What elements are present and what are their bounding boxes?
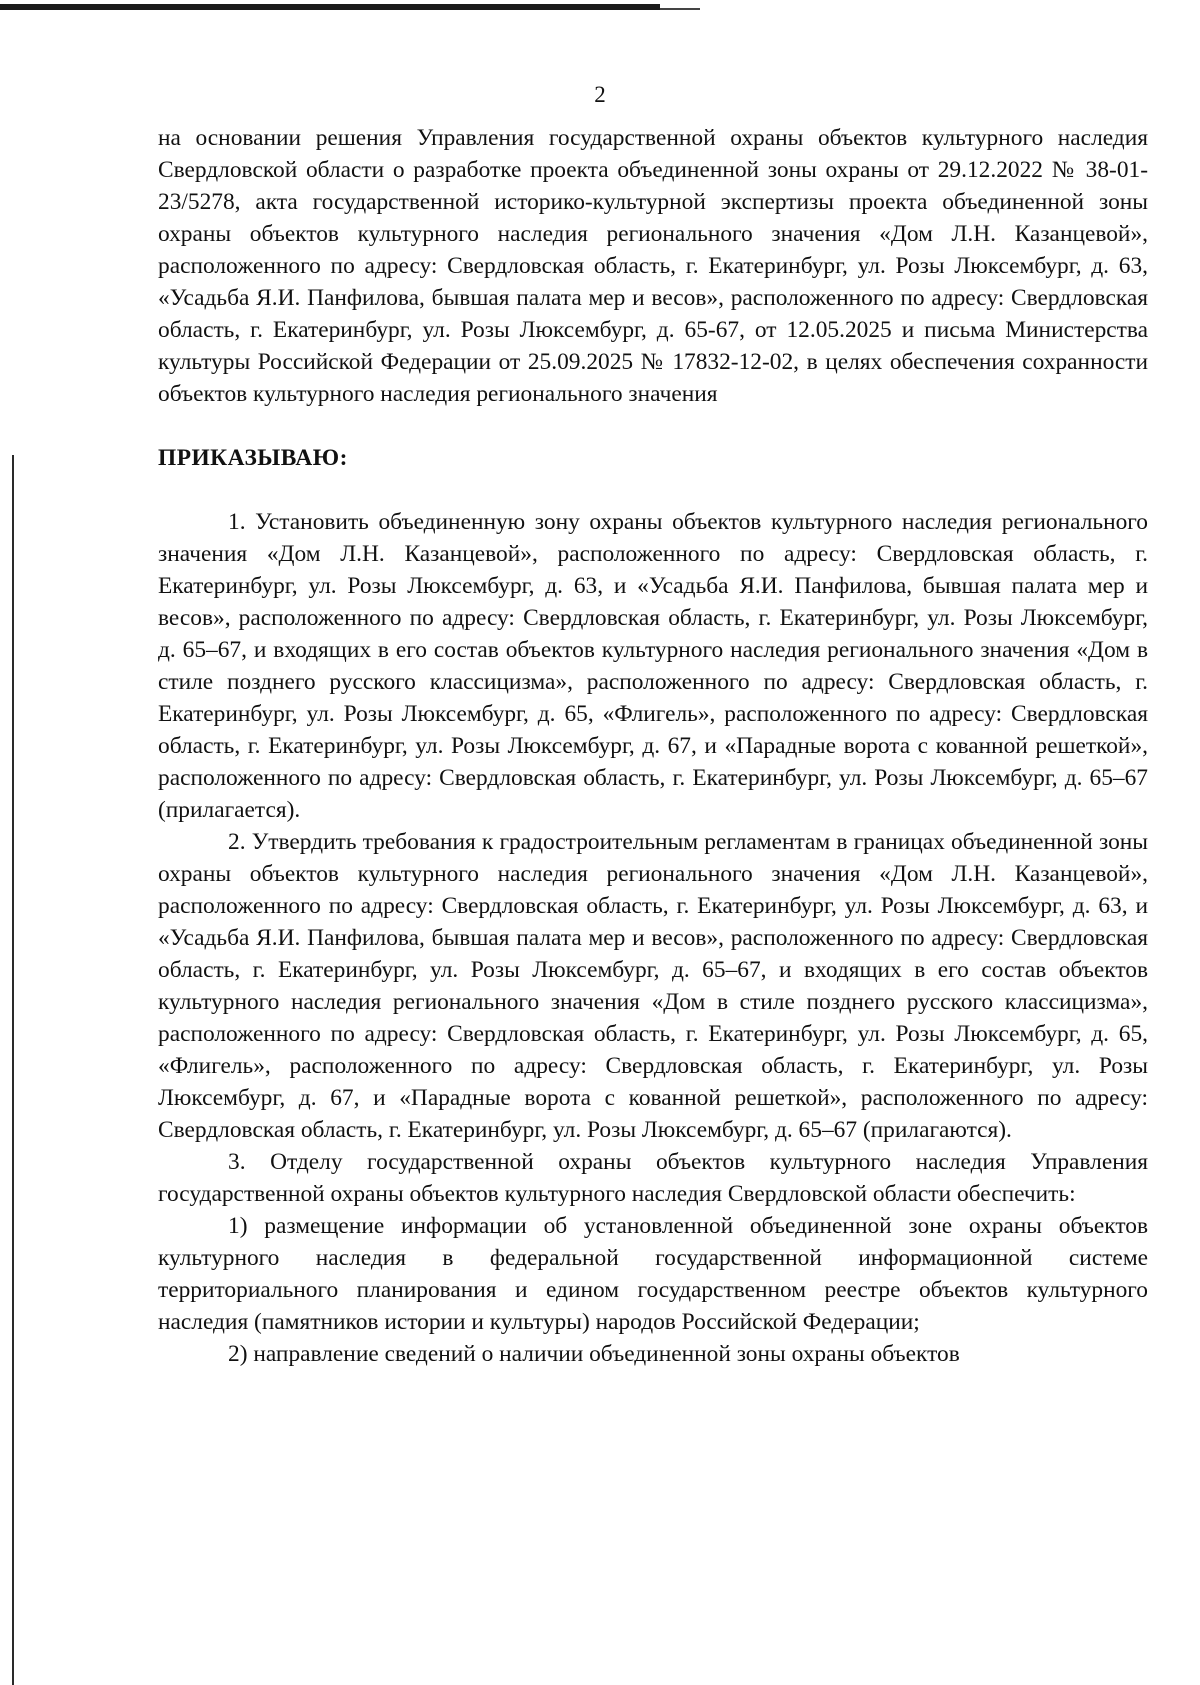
scan-edge-line	[0, 4, 660, 10]
scan-margin-mark	[12, 455, 14, 1685]
preamble-paragraph: на основании решения Управления государственной охраны объектов культурного наследия Свердловской области о разработке проекта объединенной зоны охраны от 29.12.2022 № 38-01-23/5278, акта государственной историко-культурной экспертизы проекта объединенной зоны охраны объектов культурного наследия регионального значения «Дом Л.Н. Казанцевой», расположенного по адресу: Свердловская область, г. Екатеринбург, ул. Розы Люксембург, д. 63, «Усадьба Я.И. Панфилова, бывшая палата мер и весов», расположенного по адресу: Свердловская область, г. Екатеринбург, ул. Розы Люксембург, д. 65-67, от 12.05.2025 и письма Министерства культуры Российской Федерации от 25.09.2025 № 17832-12-02, в целях обеспечения сохранности объектов культурного наследия регионального значения	[158, 125, 1148, 407]
document-body	[158, 122, 1148, 1370]
order-item-3: 3. Отделу государственной охраны объектов культурного наследия Управления государственной охраны объектов культурного наследия Свердловской области обеспечить:	[158, 1149, 1148, 1207]
order-item-1: 1. Установить объединенную зону охраны объектов культурного наследия регионального значения «Дом Л.Н. Казанцевой», расположенного по адресу: Свердловская область, г. Екатеринбург, ул. Розы Люксембург, д. 63, и «Усадьба Я.И. Панфилова, бывшая палата мер и весов», расположенного по адресу: Свердловская область, г. Екатеринбург, ул. Розы Люксембург, д. 65–67, и входящих в его состав объектов культурного наследия регионального значения «Дом в стиле позднего русского классицизма», расположенного по адресу: Свердловская область, г. Екатеринбург, ул. Розы Люксембург, д. 65, «Флигель», расположенного по адресу: Свердловская область, г. Екатеринбург, ул. Розы Люксембург, д. 67, и «Парадные ворота с кованной решеткой», расположенного по адресу: Свердловская область, г. Екатеринбург, ул. Розы Люксембург, д. 65–67 (прилагается).	[158, 509, 1148, 823]
order-subitem-2: 2) направление сведений о наличии объединенной зоны охраны объектов	[228, 1341, 960, 1367]
order-heading: ПРИКАЗЫВАЮ:	[158, 445, 348, 471]
order-subitem-1: 1) размещение информации об установленной объединенной зоне охраны объектов культурного наследия в федеральной государственной информационной системе территориального планирования и едином государственном реестре объектов культурного наследия (памятников истории и культуры) народов Российской Федерации;	[158, 1213, 1148, 1335]
order-item-2: 2. Утвердить требования к градостроительным регламентам в границах объединенной зоны охраны объектов культурного наследия регионального значения «Дом Л.Н. Казанцевой», расположенного по адресу: Свердловская область, г. Екатеринбург, ул. Розы Люксембург, д. 63, и «Усадьба Я.И. Панфилова, бывшая палата мер и весов», расположенного по адресу: Свердловская область, г. Екатеринбург, ул. Розы Люксембург, д. 65–67, и входящих в его состав объектов культурного наследия регионального значения «Дом в стиле позднего русского классицизма», расположенного по адресу: Свердловская область, г. Екатеринбург, ул. Розы Люксембург, д. 65, «Флигель», расположенного по адресу: Свердловская область, г. Екатеринбург, ул. Розы Люксембург, д. 67, и «Парадные ворота с кованной решеткой», расположенного по адресу: Свердловская область, г. Екатеринбург, ул. Розы Люксембург, д. 65–67 (прилагаются).	[158, 829, 1148, 1143]
scan-edge-line-thin	[660, 8, 700, 10]
page-number: 2	[594, 82, 606, 107]
